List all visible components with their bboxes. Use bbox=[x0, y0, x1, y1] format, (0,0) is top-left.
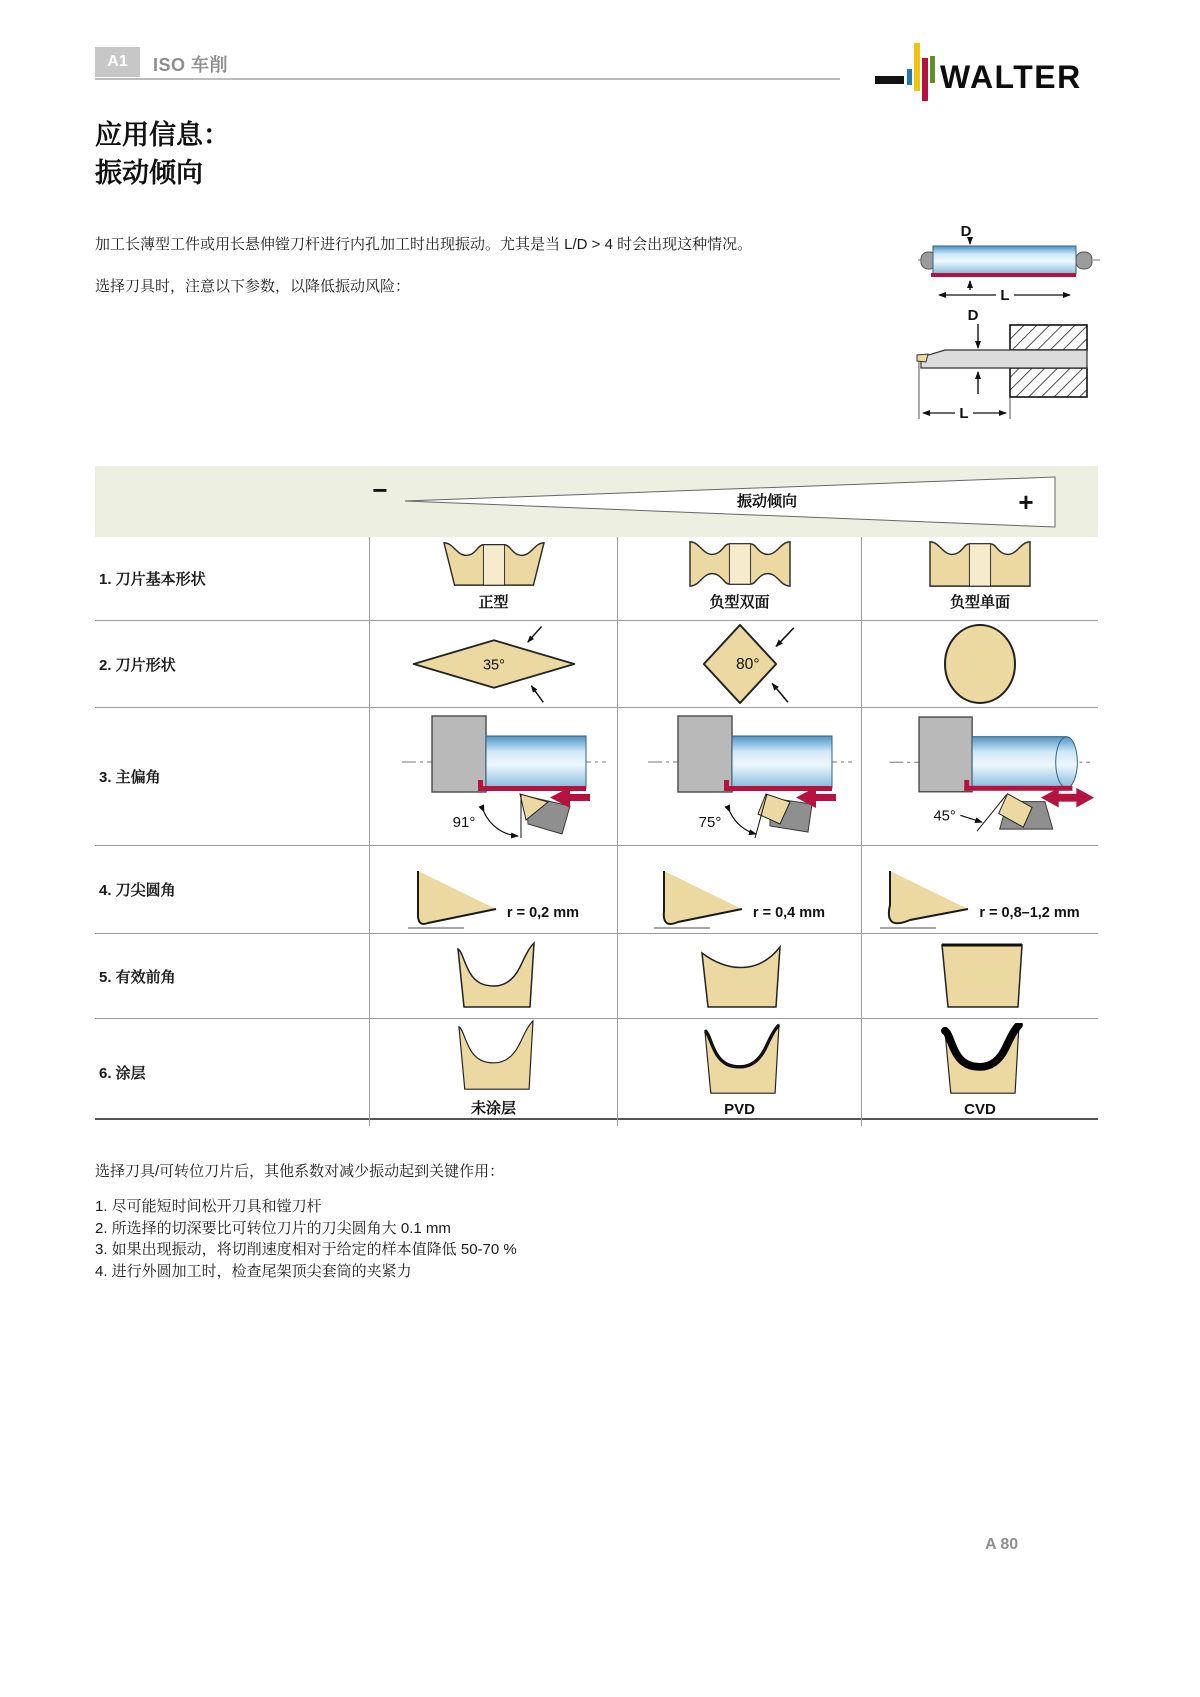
note-item-4: 4. 进行外圆加工时，检查尾架顶尖套筒的夹紧力 bbox=[95, 1262, 412, 1280]
section-title: ISO 车削 bbox=[153, 55, 229, 75]
cell-uncoated bbox=[369, 1019, 617, 1126]
page-number: A 80 bbox=[985, 1536, 1019, 1553]
row-label: 5. 有效前角 bbox=[99, 968, 176, 986]
table-row-insert-basic-shape bbox=[95, 537, 1098, 620]
cell-caption: 正型 bbox=[478, 594, 509, 611]
cell-caption: r = 0,8–1,2 mm bbox=[979, 905, 1080, 921]
plus-label: + bbox=[1018, 487, 1034, 517]
row-label: 3. 主偏角 bbox=[99, 769, 161, 786]
cell-radius-02 bbox=[369, 846, 617, 933]
cell-rake-moderate bbox=[617, 934, 861, 1018]
round-insert-icon bbox=[925, 622, 1035, 706]
pvd-coated-insert-icon bbox=[690, 1023, 790, 1099]
notes-list bbox=[95, 1196, 517, 1282]
page-title-line1: 应用信息： bbox=[95, 120, 230, 150]
parameter-table bbox=[95, 537, 1098, 1120]
cell-rake-high-positive bbox=[369, 934, 617, 1018]
table-row-nose-radius bbox=[95, 845, 1098, 933]
logo-bar-green bbox=[930, 56, 935, 83]
logo-dash bbox=[875, 76, 904, 84]
lead-angle-45-icon bbox=[862, 710, 1098, 844]
logo-bar-blue bbox=[907, 69, 912, 85]
rake-shallow-groove-icon bbox=[690, 939, 790, 1013]
negative-single-insert-icon bbox=[920, 539, 1040, 589]
cell-negative-single-insert bbox=[861, 537, 1098, 620]
minus-label: − bbox=[372, 475, 388, 505]
angle-label: 91° bbox=[452, 813, 475, 831]
external-turning-diagram bbox=[918, 194, 1104, 306]
band-axis-label: 振动倾向 bbox=[736, 493, 798, 510]
cell-radius-08-12 bbox=[861, 846, 1098, 933]
header-divider bbox=[95, 78, 840, 80]
notes-intro: 选择刀具/可转位刀片后，其他系数对减少振动起到关键作用： bbox=[95, 1163, 505, 1180]
cell-caption: r = 0,4 mm bbox=[752, 905, 826, 921]
diamond-35-icon bbox=[394, 622, 594, 706]
vibration-tendency-band bbox=[95, 466, 1098, 537]
angle-label: 45° bbox=[933, 807, 956, 824]
diamond-80-icon bbox=[665, 622, 815, 706]
note-item-1: 1. 尽可能短时间松开刀具和镗刀杆 bbox=[95, 1198, 322, 1215]
note-item-2: 2. 所选择的切深要比可转位刀片的刀尖圆角大 0.1 mm bbox=[95, 1219, 451, 1237]
cell-lead-angle-45 bbox=[861, 708, 1098, 845]
cell-diamond-80 bbox=[617, 621, 861, 707]
cell-pvd bbox=[617, 1019, 861, 1126]
row-label: 4. 刀尖圆角 bbox=[99, 882, 176, 899]
rake-deep-groove-icon bbox=[444, 939, 544, 1013]
page-title-line2: 振动倾向 bbox=[95, 158, 203, 188]
logo-wordmark: WALTER bbox=[940, 59, 1082, 95]
table-row-effective-rake bbox=[95, 933, 1098, 1018]
row-label: 6. 涂层 bbox=[99, 1065, 146, 1082]
cell-lead-angle-91 bbox=[369, 708, 617, 845]
logo-bar-yellow bbox=[914, 43, 920, 91]
cell-caption: 未涂层 bbox=[470, 1100, 516, 1117]
table-row-lead-angle bbox=[95, 707, 1098, 845]
intro-paragraph-1: 加工长薄型工件或用长悬伸镗刀杆进行内孔加工时出现振动。尤其是当 L/D > 4 时会出现这种情况。 bbox=[95, 236, 753, 253]
cvd-coated-insert-icon bbox=[930, 1023, 1030, 1099]
dim-d-label: D bbox=[960, 223, 972, 240]
logo-bar-red bbox=[922, 58, 928, 101]
section-code-badge: A1 bbox=[95, 47, 140, 77]
cell-round-insert bbox=[861, 621, 1098, 707]
cell-radius-04 bbox=[617, 846, 861, 933]
cell-lead-angle-75 bbox=[617, 708, 861, 845]
row-label: 2. 刀片形状 bbox=[99, 656, 176, 674]
row-label: 1. 刀片基本形状 bbox=[99, 571, 206, 588]
intro-paragraph-2: 选择刀具时，注意以下参数，以降低振动风险： bbox=[95, 278, 411, 295]
vibration-axis-wedge bbox=[95, 466, 1098, 537]
nose-radius-small-icon bbox=[408, 869, 503, 933]
cell-caption: 负型双面 bbox=[709, 594, 770, 611]
cell-diamond-35 bbox=[369, 621, 617, 707]
cell-cvd bbox=[861, 1019, 1098, 1126]
cell-caption: 负型单面 bbox=[949, 594, 1010, 611]
cell-negative-double-insert bbox=[617, 537, 861, 620]
angle-label: 80° bbox=[735, 655, 760, 673]
boring-bar-diagram bbox=[845, 300, 1105, 425]
angle-label: 75° bbox=[698, 813, 721, 831]
dim-d-label: D bbox=[967, 307, 979, 324]
rake-flat-icon bbox=[930, 939, 1030, 1013]
nose-radius-medium-icon bbox=[654, 869, 749, 933]
cell-caption: r = 0,2 mm bbox=[506, 905, 580, 921]
lead-angle-91-icon bbox=[374, 710, 614, 844]
nose-radius-large-icon bbox=[880, 869, 975, 933]
lead-angle-75-icon bbox=[620, 710, 860, 844]
uncoated-insert-icon bbox=[444, 1019, 544, 1095]
page-title bbox=[95, 116, 230, 192]
dim-l-label: L bbox=[959, 405, 969, 422]
table-row-coating bbox=[95, 1018, 1098, 1120]
negative-double-insert-icon bbox=[680, 539, 800, 589]
cell-caption: PVD bbox=[724, 1101, 755, 1118]
walter-logo-icon bbox=[875, 38, 1107, 106]
table-row-insert-shape bbox=[95, 620, 1098, 707]
note-item-3: 3. 如果出现振动，将切削速度相对于给定的样本值降低 50-70 % bbox=[95, 1241, 517, 1258]
angle-label: 35° bbox=[482, 657, 505, 674]
cell-positive-insert bbox=[369, 537, 617, 620]
cell-caption: CVD bbox=[964, 1101, 996, 1118]
dim-l-label: L bbox=[1000, 287, 1010, 304]
cell-rake-flat bbox=[861, 934, 1098, 1018]
positive-insert-icon bbox=[434, 539, 554, 589]
